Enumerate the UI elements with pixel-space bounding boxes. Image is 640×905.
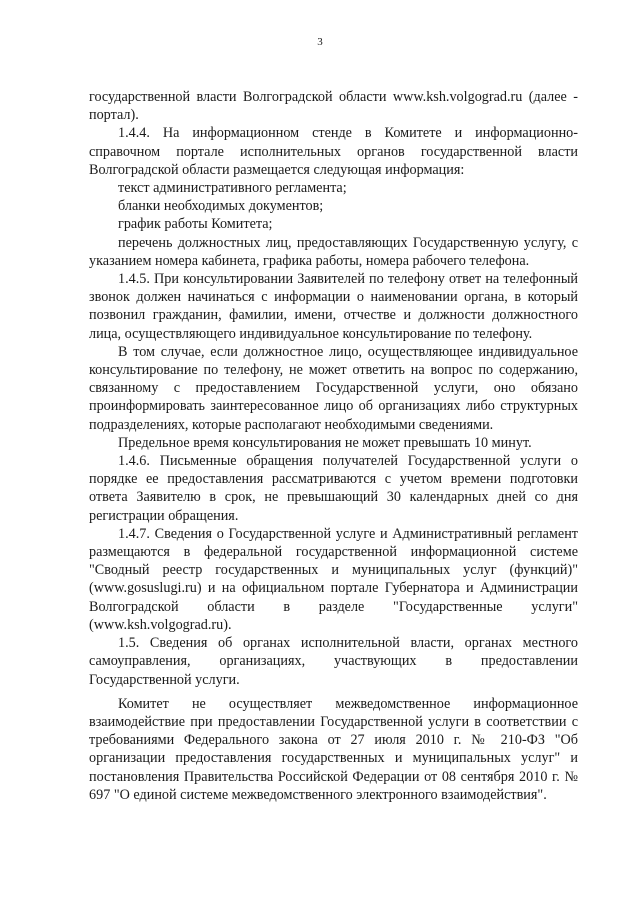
paragraph-interagency: Комитет не осуществляет межведомственное информационное взаимодействие при предоставлении Государственной услуги в соответствии с требованиями Федерального закона от 27 июля 2010 г. № 210-ФЗ "Об организации предоставления государственных и муниципальных услуг" и постановления Правительства Российской Федерации от 08 сентября 2010 г. № 697 "О единой системе межведомственного электронного взаимодействия". (89, 695, 578, 803)
paragraph-1-4-4: 1.4.4. На информационном стенде в Комитете и информационно-справочном портале исполнительных органов государственной власти Волгоградской области размещается следующая информация: (89, 125, 578, 178)
paragraph-time-limit: Предельное время консультирования не может превышать 10 минут. (118, 434, 532, 451)
list-item-schedule: график работы Комитета; (118, 216, 273, 233)
list-item-blank-forms: бланки необходимых документов; (118, 198, 324, 215)
paragraph-1-4-5: 1.4.5. При консультировании Заявителей по телефону ответ на телефонный звонок должен начинаться с информации о наименовании органа, в который позвонил гражданин, фамилии, имени, отчестве и должности должностного лица, осуществляющего индивидуальное консультирование по телефону. (89, 271, 578, 342)
paragraph-1-5: 1.5. Сведения об органах исполнительной власти, органах местного самоуправления, организациях, участвующих в предоставлении Государственной услуги. (89, 635, 578, 688)
list-item-regulation-text: текст административного регламента; (118, 180, 347, 197)
page-number: 3 (317, 36, 323, 48)
paragraph-1-4-6: 1.4.6. Письменные обращения получателей Государственной услуги о порядке ее предоставления рассматриваются с учетом времени подготовки ответа Заявителю в срок, не превышающий 30 календарных дней со дня регистрации обращения. (89, 453, 578, 524)
paragraph-1-4-7: 1.4.7. Сведения о Государственной услуге и Административный регламент размещаются в федеральной государственной информационной системе "Сводный реестр государственных и муниципальных услуг (функций)" (www.gosuslugi.ru) и на официальном портале Губернатора и Администрации Волгоградской области в разделе "Государственные услуги" (www.ksh.volgograd.ru). (89, 525, 578, 633)
list-item-officials: перечень должностных лиц, предоставляющих Государственную услугу, с указанием номера кабинета, графика работы, номера рабочего телефона. (89, 234, 578, 269)
document-body (89, 88, 578, 804)
paragraph-portal-continuation: государственной власти Волгоградской области www.ksh.volgograd.ru (далее - портал). (89, 89, 578, 124)
paragraph-phone-referral: В том случае, если должностное лицо, осуществляющее индивидуальное консультирование по телефону, не может ответить на вопрос по содержанию, связанному с предоставлением Государственной услуги, оно обязано проинформировать заинтересованное лицо об организациях либо структурных подразделениях, которые располагают необходимыми сведениями. (89, 343, 578, 433)
